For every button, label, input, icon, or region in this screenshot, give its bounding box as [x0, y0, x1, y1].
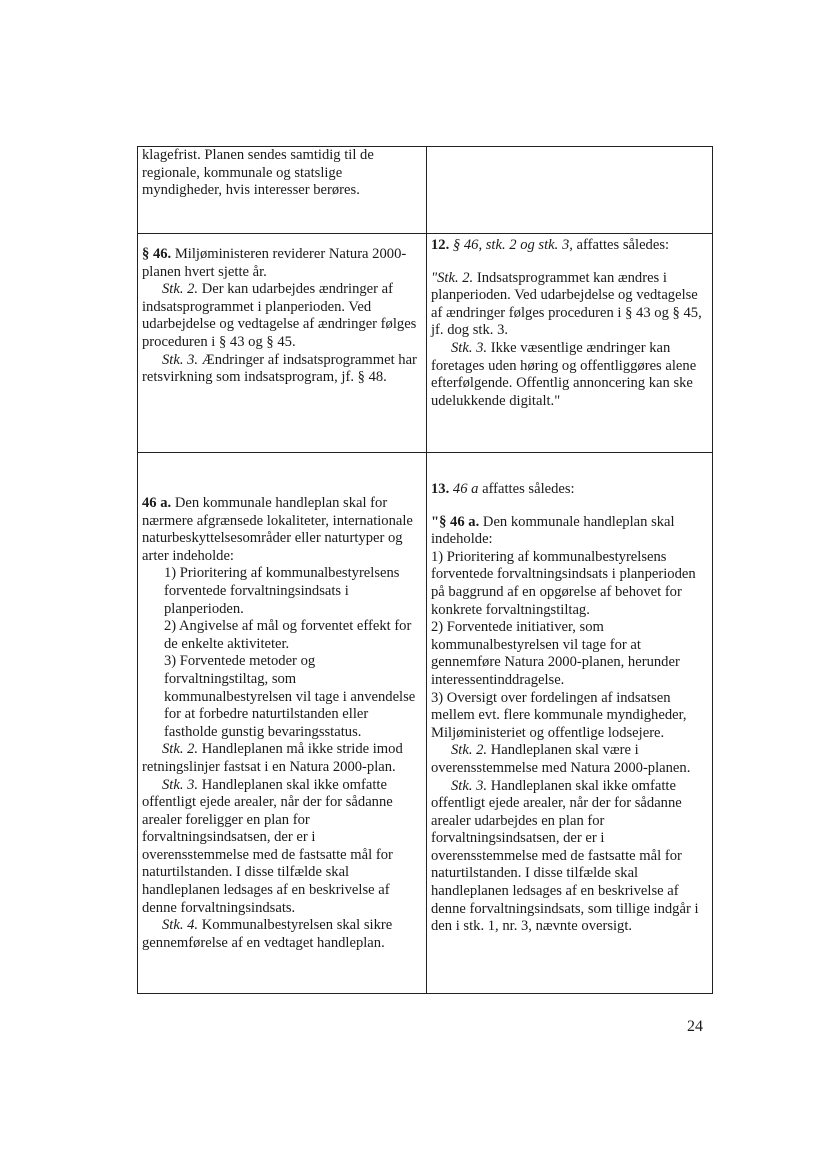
text-line: regionale, kommunale og statslige [142, 164, 343, 181]
comparison-table [137, 146, 713, 994]
paragraph-text: Handleplanen må ikke stride imod retningslinjer fastsat i en Natura 2000-plan. [142, 741, 403, 775]
paragraph-text: Handleplanen skal være i overensstemmelse med Natura 2000-planen. [431, 742, 691, 776]
paragraph [142, 281, 422, 351]
paragraph [142, 741, 422, 776]
paragraph-text: Ikke væsentlige ændringer kan foretages uden høring og offentliggøres alene efterfølgende. Offentlig annoncering kan ske udelukkende digitalt." [431, 339, 697, 409]
paragraph [431, 742, 708, 777]
list-item: 1) Prioritering af kommunalbestyrelsens forventede forvaltningsindsats i planperioden. [164, 565, 400, 617]
text-line: klagefrist. Planen sendes samtidig til de [142, 147, 374, 163]
paragraph [431, 270, 708, 340]
amendment-heading [431, 237, 708, 255]
paragraph-text: Der kan udarbejdes ændringer af indsatsprogrammet i planperioden. Ved udarbejdelse og vedtagelse af ændringer følges proceduren i § 43 og § 45. [142, 281, 417, 350]
current-law-cell [138, 234, 427, 453]
paragraph [431, 778, 708, 936]
current-law-cell [138, 147, 427, 234]
paragraph [431, 514, 708, 549]
paragraph [142, 495, 422, 565]
subsection-label: Stk. 2. [162, 741, 199, 758]
list-item: 2) Forventede initiativer, som kommunalbestyrelsen vil tage for at gennemføre Natura 2000-planen, herunder interessentinddragelse. [431, 619, 680, 688]
text-line: myndigheder, hvis interesser berøres. [142, 182, 360, 199]
subsection-label: Stk. 2. [451, 742, 488, 759]
page-number: 24 [687, 1018, 703, 1035]
subsection-label: "Stk. 2. [431, 269, 474, 286]
table-row [138, 453, 713, 994]
section-number: "§ 46 a. [431, 513, 480, 530]
amendment-reference: § 46, stk. 2 og stk. 3, [449, 237, 573, 253]
section-number: § 46. [142, 246, 172, 262]
paragraph [142, 246, 422, 281]
paragraph [142, 777, 422, 918]
paragraph-text: Den kommunale handleplan skal for nærmere afgrænsede lokaliteter, internationale naturbeskyttelsesområder eller naturtyper og arter indeholde: [142, 495, 413, 564]
paragraph-text: Handleplanen skal ikke omfatte offentligt ejede arealer, når der for sådanne arealer foreligger en plan for forvaltningsindsatsen, der er i overensstemmelse med de fastsatte mål for naturtilstanden. I disse tilfælde skal handleplanen ledsages af en beskrivelse af denne forvaltningsindsats. [142, 776, 393, 916]
proposal-cell [427, 147, 713, 234]
subsection-label: Stk. 3. [451, 339, 488, 356]
section-number: 46 a. [142, 495, 172, 511]
subsection-label: Stk. 3. [162, 351, 199, 368]
paragraph [142, 917, 422, 952]
subsection-label: Stk. 2. [162, 281, 199, 298]
amendment-heading [431, 481, 708, 499]
paragraph-text: Handleplanen skal ikke omfatte offentligt ejede arealer, når der for sådanne arealer udarbejdes en plan for forvaltningsindsatsen, der er i overensstemmelse med de fastsatte mål for naturtilstanden. I disse tilfælde skal handleplanen ledsages af en beskrivelse af denne forvaltningsindsats, som tillige indgår i den i stk. 1, nr. 3, nævnte oversigt. [431, 777, 699, 935]
paragraph-text: Den kommunale handleplan skal indeholde: [431, 513, 675, 548]
paragraph-text: Ændringer af indsatsprogrammet har retsvirkning som indsatsprogram, jf. § 48. [142, 351, 417, 386]
list-item: 2) Angivelse af mål og forventet effekt for de enkelte aktiviteter. [164, 618, 412, 652]
amendment-reference: 46 a [449, 481, 479, 497]
amendment-heading-text: affattes således: [572, 237, 670, 253]
paragraph-text: Miljøministeren reviderer Natura 2000-planen hvert sjette år. [142, 246, 407, 280]
subsection-label: Stk. 3. [451, 777, 488, 794]
table-row [138, 234, 713, 453]
paragraph-text: Kommunalbestyrelsen skal sikre gennemførelse af en vedtaget handleplan. [142, 917, 393, 951]
paragraph [431, 340, 708, 410]
proposal-cell [427, 234, 713, 453]
subsection-label: Stk. 3. [162, 776, 199, 793]
paragraph-text: Indsatsprogrammet kan ændres i planperioden. Ved udarbejdelse og vedtagelse af ændringer følges proceduren i § 43 og § 45, jf. dog stk. 3. [431, 269, 702, 339]
amendment-heading-text: affattes således: [478, 481, 575, 497]
amendment-number: 12. [431, 237, 450, 253]
list-item: 1) Prioritering af kommunalbestyrelsens forventede forvaltningsindsats i planperioden på baggrund af en opgørelse af behovet for konkrete forvaltningstiltag. [431, 548, 696, 618]
current-law-cell [138, 453, 427, 994]
subsection-label: Stk. 4. [162, 917, 199, 934]
list-item: 3) Oversigt over fordelingen af indsatsen mellem evt. flere kommunale myndigheder, Miljøministeriet og offentlige lodsejere. [431, 689, 687, 741]
proposal-cell [427, 453, 713, 994]
paragraph [142, 352, 422, 387]
list-item: 3) Forventede metoder og forvaltningstiltag, som kommunalbestyrelsen vil tage i anvendelse for at forbedre naturtilstanden eller fastholde gunstig bevaringsstatus. [164, 653, 416, 740]
table-row [138, 147, 713, 234]
amendment-number: 13. [431, 481, 450, 497]
